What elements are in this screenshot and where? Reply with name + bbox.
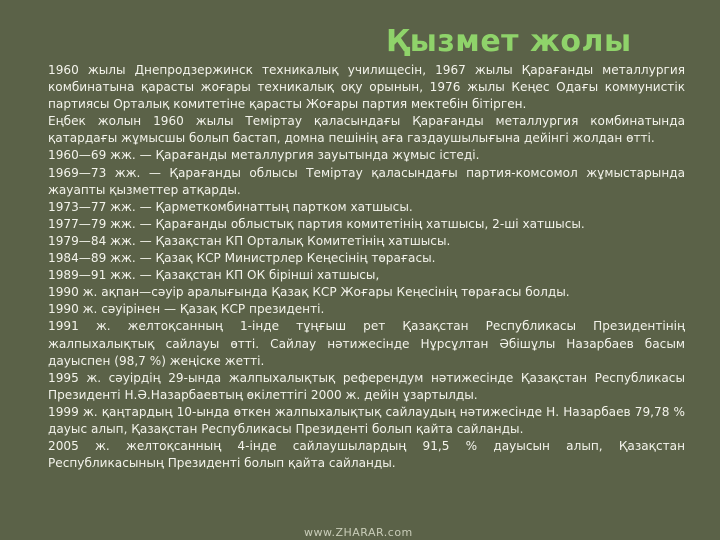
paragraph-1990-feb-apr: 1990 ж. ақпан—сәуір аралығында Қазақ КСР Жоғары Кеңесінің төрағасы болды. <box>48 285 570 300</box>
slide-title: Қызмет жолы <box>386 24 632 59</box>
paragraph-1979-84: 1979—84 жж. — Қазақстан КП Орталық Комитетінің хатшысы. <box>48 233 451 248</box>
paragraph-1991: 1991 ж. желтоқсанның 1-інде тұңғыш рет Қазақстан Республикасы Президентінің жалпыхалықтық сайлауы өтті. Сайлау нәтижесінде Нұрсұлтан Әбішұлы Назарбаев басым дауыспен (98,7 %) жеңіске жетті. <box>48 319 685 368</box>
footer-watermark: www.ZHARAR.com <box>304 526 413 539</box>
paragraph-1977-79: 1977—79 жж. — Қарағанды облыстық партия комитетінің хатшысы, 2-ші хатшысы. <box>48 216 585 231</box>
paragraph-1973-77: 1973—77 жж. — Қарметкомбинаттың партком хатшысы. <box>48 199 413 214</box>
paragraph-career-start: Еңбек жолын 1960 жылы Теміртау қаласындағы Қарағанды металлургия комбинатында қатардағы жұмысшы болып бастап, домна пешінің аға газдаушылығына дейінгі жолдан өтті. <box>48 114 685 146</box>
paragraph-1960-69: 1960—69 жж. — Қарағанды металлургия зауытында жұмыс істеді. <box>48 148 480 163</box>
paragraph-1999: 1999 ж. қаңтардың 10-ында өткен жалпыхалықтық сайлаудың нәтижесінде Н. Назарбаев 79,78 % дауыс алып, Қазақстан Республикасы Президенті болып қайта сайланды. <box>48 404 685 436</box>
paragraph-1989-91: 1989—91 жж. — Қазақстан КП ОК бірінші хатшысы, <box>48 268 380 283</box>
biography-text <box>48 62 685 472</box>
paragraph-1969-73: 1969—73 жж. — Қарағанды облысы Теміртау қаласындағы партия-комсомол жұмыстарында жауапты қызметтер атқарды. <box>48 165 685 197</box>
paragraph-2005: 2005 ж. желтоқсанның 4-інде сайлаушылардың 91,5 % дауысын алып, Қазақстан Республикасының Президенті болып қайта сайланды. <box>48 439 685 471</box>
paragraph-1984-89: 1984—89 жж. — Қазақ КСР Министрлер Кеңесінің төрағасы. <box>48 251 436 266</box>
paragraph-education: 1960 жылы Днепродзержинск техникалық училищесін, 1967 жылы Қарағанды металлургия комбинатына қарасты жоғары техникалық оқу орынын, 1976 жылы Кеңес Одағы коммунистік партиясы Орталық комитетіне қарасты Жоғары партия мектебін бітірген. <box>48 63 685 112</box>
paragraph-1990-apr: 1990 ж. сәуірінен — Қазақ КСР президенті. <box>48 302 325 317</box>
paragraph-1995: 1995 ж. сәуірдің 29-ында жалпыхалықтық референдум нәтижесінде Қазақстан Республикасы Президенті Н.Ә.Назарбаевтың өкілеттігі 2000 ж. дейін ұзартылды. <box>48 370 685 402</box>
